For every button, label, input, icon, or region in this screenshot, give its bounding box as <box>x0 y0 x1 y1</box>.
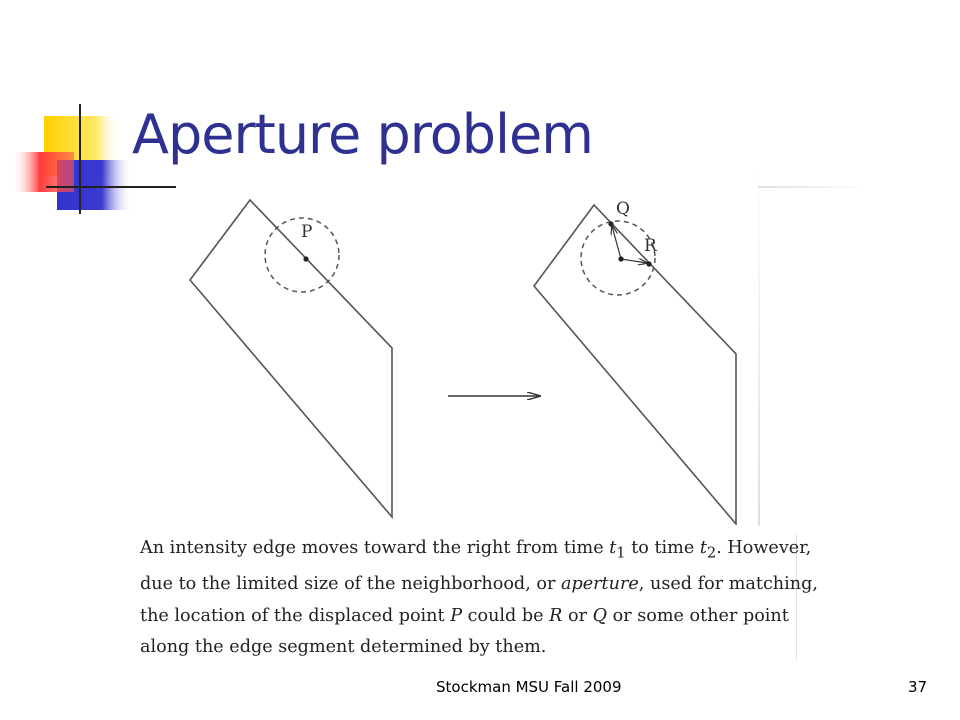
right-panel <box>534 199 736 524</box>
figure-caption <box>140 533 818 661</box>
point-p-dot <box>303 256 308 261</box>
caption-text: to time <box>625 538 700 558</box>
caption-line-3 <box>140 601 796 633</box>
point-q-dot <box>608 221 613 226</box>
variable-r: R <box>549 605 563 626</box>
caption-text: or <box>562 605 593 626</box>
caption-text: or some other point <box>607 605 789 626</box>
point-p-label: P <box>301 222 313 242</box>
point-origin-dot <box>618 256 623 261</box>
point-r-label: R <box>644 236 657 256</box>
variable-p: P <box>450 605 463 626</box>
variable-q: Q <box>592 605 608 626</box>
variable-t2: t <box>699 538 707 558</box>
caption-line-1 <box>140 533 812 569</box>
caption-line-4: along the edge segment determined by them. <box>140 637 547 658</box>
caption-text: , used for matching, <box>638 574 818 595</box>
point-r-dot <box>646 261 651 266</box>
slide-footer: Stockman MSU Fall 2009 <box>436 678 622 696</box>
caption-text: An intensity edge moves toward the right from time <box>140 538 610 558</box>
caption-text: the location of the displaced point <box>140 605 451 626</box>
variable-t1: t <box>609 538 617 558</box>
edge-shape-t1 <box>190 200 392 517</box>
figure-frame-top-edge <box>758 186 868 188</box>
subscript-2: 2 <box>706 544 717 562</box>
aperture-diagram <box>160 180 760 525</box>
slide-title: Aperture problem <box>132 103 593 166</box>
caption-text: . However, <box>716 538 812 558</box>
caption-text: due to the limited size of the neighborhood, or <box>140 574 561 595</box>
caption-line-2 <box>140 569 818 601</box>
caption-text: could be <box>462 605 550 626</box>
point-q-label: Q <box>616 199 630 219</box>
caption-emphasis: aperture <box>560 574 639 595</box>
subscript-1: 1 <box>616 544 626 562</box>
displacement-arrow-r <box>621 259 647 263</box>
left-panel <box>190 200 392 517</box>
slide-page-number: 37 <box>908 678 928 696</box>
edge-shape-t2 <box>534 205 736 524</box>
